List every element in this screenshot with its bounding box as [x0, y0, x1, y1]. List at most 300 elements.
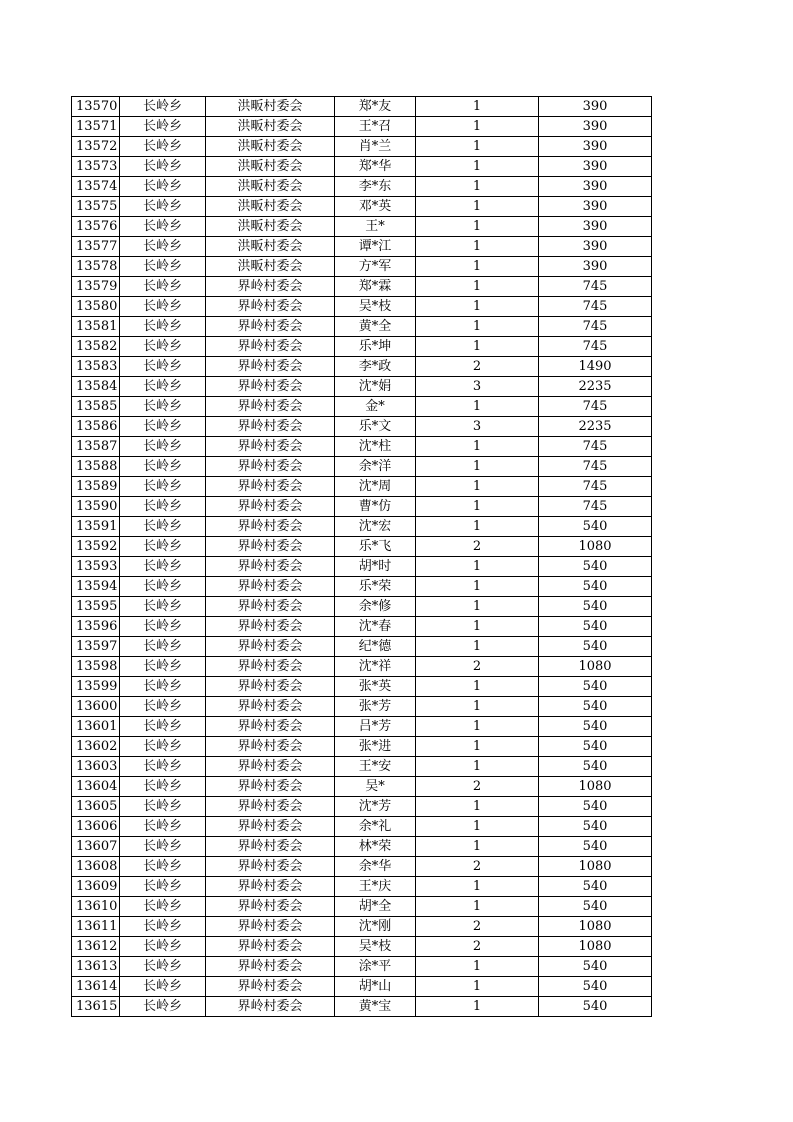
table-row — [72, 197, 652, 217]
village-committee-cell: 界岭村委会 — [206, 817, 335, 837]
name-cell: 方*军 — [335, 257, 416, 277]
table-row — [72, 937, 652, 957]
amount-cell: 745 — [539, 297, 652, 317]
table-row — [72, 877, 652, 897]
serial-number-cell: 13602 — [72, 737, 120, 757]
amount-cell: 540 — [539, 817, 652, 837]
township-cell: 长岭乡 — [120, 97, 206, 117]
serial-number-cell: 13614 — [72, 977, 120, 997]
amount-cell: 745 — [539, 397, 652, 417]
name-cell: 张*英 — [335, 677, 416, 697]
amount-cell: 540 — [539, 517, 652, 537]
serial-number-cell: 13596 — [72, 617, 120, 637]
name-cell: 张*进 — [335, 737, 416, 757]
amount-cell: 540 — [539, 577, 652, 597]
name-cell: 沈*柱 — [335, 437, 416, 457]
serial-number-cell: 13576 — [72, 217, 120, 237]
count-cell: 3 — [416, 377, 539, 397]
table-row — [72, 217, 652, 237]
amount-cell: 540 — [539, 797, 652, 817]
count-cell: 1 — [416, 137, 539, 157]
name-cell: 李*政 — [335, 357, 416, 377]
table-row — [72, 97, 652, 117]
amount-cell: 1080 — [539, 537, 652, 557]
amount-cell: 390 — [539, 97, 652, 117]
township-cell: 长岭乡 — [120, 357, 206, 377]
serial-number-cell: 13583 — [72, 357, 120, 377]
table-row — [72, 177, 652, 197]
name-cell: 金* — [335, 397, 416, 417]
village-committee-cell: 界岭村委会 — [206, 877, 335, 897]
name-cell: 郑*华 — [335, 157, 416, 177]
name-cell: 谭*江 — [335, 237, 416, 257]
table-row — [72, 577, 652, 597]
serial-number-cell: 13578 — [72, 257, 120, 277]
table-row — [72, 557, 652, 577]
count-cell: 1 — [416, 257, 539, 277]
name-cell: 胡*全 — [335, 897, 416, 917]
table-row — [72, 897, 652, 917]
village-committee-cell: 界岭村委会 — [206, 737, 335, 757]
count-cell: 1 — [416, 117, 539, 137]
township-cell: 长岭乡 — [120, 877, 206, 897]
amount-cell: 1080 — [539, 857, 652, 877]
amount-cell: 540 — [539, 677, 652, 697]
name-cell: 余*修 — [335, 597, 416, 617]
village-committee-cell: 界岭村委会 — [206, 917, 335, 937]
township-cell: 长岭乡 — [120, 297, 206, 317]
village-committee-cell: 界岭村委会 — [206, 677, 335, 697]
amount-cell: 745 — [539, 457, 652, 477]
amount-cell: 540 — [539, 637, 652, 657]
serial-number-cell: 13613 — [72, 957, 120, 977]
village-committee-cell: 界岭村委会 — [206, 657, 335, 677]
village-committee-cell: 界岭村委会 — [206, 637, 335, 657]
township-cell: 长岭乡 — [120, 157, 206, 177]
table-row — [72, 417, 652, 437]
name-cell: 王* — [335, 217, 416, 237]
township-cell: 长岭乡 — [120, 697, 206, 717]
table-row — [72, 337, 652, 357]
name-cell: 纪*德 — [335, 637, 416, 657]
township-cell: 长岭乡 — [120, 637, 206, 657]
count-cell: 1 — [416, 677, 539, 697]
serial-number-cell: 13570 — [72, 97, 120, 117]
serial-number-cell: 13586 — [72, 417, 120, 437]
village-committee-cell: 洪畈村委会 — [206, 197, 335, 217]
township-cell: 长岭乡 — [120, 437, 206, 457]
name-cell: 余*洋 — [335, 457, 416, 477]
data-table — [71, 96, 652, 1017]
amount-cell: 745 — [539, 437, 652, 457]
serial-number-cell: 13582 — [72, 337, 120, 357]
village-committee-cell: 洪畈村委会 — [206, 117, 335, 137]
amount-cell: 390 — [539, 157, 652, 177]
village-committee-cell: 界岭村委会 — [206, 897, 335, 917]
township-cell: 长岭乡 — [120, 797, 206, 817]
name-cell: 林*荣 — [335, 837, 416, 857]
amount-cell: 2235 — [539, 377, 652, 397]
table-row — [72, 697, 652, 717]
village-committee-cell: 界岭村委会 — [206, 457, 335, 477]
amount-cell: 390 — [539, 217, 652, 237]
count-cell: 1 — [416, 837, 539, 857]
amount-cell: 745 — [539, 317, 652, 337]
township-cell: 长岭乡 — [120, 777, 206, 797]
table-row — [72, 397, 652, 417]
serial-number-cell: 13600 — [72, 697, 120, 717]
serial-number-cell: 13574 — [72, 177, 120, 197]
name-cell: 沈*祥 — [335, 657, 416, 677]
village-committee-cell: 洪畈村委会 — [206, 157, 335, 177]
name-cell: 黄*全 — [335, 317, 416, 337]
village-committee-cell: 界岭村委会 — [206, 617, 335, 637]
township-cell: 长岭乡 — [120, 577, 206, 597]
table-row — [72, 777, 652, 797]
table-row — [72, 437, 652, 457]
township-cell: 长岭乡 — [120, 197, 206, 217]
count-cell: 1 — [416, 737, 539, 757]
village-committee-cell: 界岭村委会 — [206, 597, 335, 617]
village-committee-cell: 界岭村委会 — [206, 757, 335, 777]
township-cell: 长岭乡 — [120, 817, 206, 837]
serial-number-cell: 13577 — [72, 237, 120, 257]
serial-number-cell: 13573 — [72, 157, 120, 177]
township-cell: 长岭乡 — [120, 957, 206, 977]
serial-number-cell: 13604 — [72, 777, 120, 797]
township-cell: 长岭乡 — [120, 257, 206, 277]
amount-cell: 1080 — [539, 937, 652, 957]
village-committee-cell: 界岭村委会 — [206, 357, 335, 377]
serial-number-cell: 13584 — [72, 377, 120, 397]
village-committee-cell: 界岭村委会 — [206, 517, 335, 537]
count-cell: 1 — [416, 97, 539, 117]
count-cell: 1 — [416, 637, 539, 657]
amount-cell: 745 — [539, 277, 652, 297]
count-cell: 1 — [416, 957, 539, 977]
serial-number-cell: 13608 — [72, 857, 120, 877]
village-committee-cell: 洪畈村委会 — [206, 177, 335, 197]
serial-number-cell: 13601 — [72, 717, 120, 737]
table-row — [72, 597, 652, 617]
township-cell: 长岭乡 — [120, 857, 206, 877]
name-cell: 郑*霖 — [335, 277, 416, 297]
amount-cell: 745 — [539, 497, 652, 517]
count-cell: 2 — [416, 357, 539, 377]
name-cell: 沈*周 — [335, 477, 416, 497]
count-cell: 1 — [416, 697, 539, 717]
township-cell: 长岭乡 — [120, 537, 206, 557]
name-cell: 余*华 — [335, 857, 416, 877]
township-cell: 长岭乡 — [120, 397, 206, 417]
count-cell: 1 — [416, 397, 539, 417]
table-row — [72, 497, 652, 517]
amount-cell: 390 — [539, 237, 652, 257]
name-cell: 涂*平 — [335, 957, 416, 977]
table-row — [72, 817, 652, 837]
township-cell: 长岭乡 — [120, 417, 206, 437]
township-cell: 长岭乡 — [120, 937, 206, 957]
name-cell: 曹*仿 — [335, 497, 416, 517]
township-cell: 长岭乡 — [120, 117, 206, 137]
count-cell: 1 — [416, 197, 539, 217]
table-row — [72, 457, 652, 477]
name-cell: 沈*芳 — [335, 797, 416, 817]
township-cell: 长岭乡 — [120, 557, 206, 577]
serial-number-cell: 13580 — [72, 297, 120, 317]
township-cell: 长岭乡 — [120, 497, 206, 517]
village-committee-cell: 界岭村委会 — [206, 997, 335, 1017]
village-committee-cell: 界岭村委会 — [206, 797, 335, 817]
count-cell: 1 — [416, 277, 539, 297]
serial-number-cell: 13609 — [72, 877, 120, 897]
village-committee-cell: 洪畈村委会 — [206, 217, 335, 237]
township-cell: 长岭乡 — [120, 237, 206, 257]
amount-cell: 540 — [539, 757, 652, 777]
township-cell: 长岭乡 — [120, 677, 206, 697]
count-cell: 1 — [416, 817, 539, 837]
count-cell: 1 — [416, 557, 539, 577]
amount-cell: 540 — [539, 997, 652, 1017]
village-committee-cell: 界岭村委会 — [206, 437, 335, 457]
name-cell: 沈*娟 — [335, 377, 416, 397]
township-cell: 长岭乡 — [120, 837, 206, 857]
serial-number-cell: 13591 — [72, 517, 120, 537]
serial-number-cell: 13587 — [72, 437, 120, 457]
village-committee-cell: 界岭村委会 — [206, 537, 335, 557]
table-row — [72, 297, 652, 317]
name-cell: 王*召 — [335, 117, 416, 137]
count-cell: 1 — [416, 797, 539, 817]
count-cell: 1 — [416, 617, 539, 637]
table-row — [72, 657, 652, 677]
village-committee-cell: 界岭村委会 — [206, 557, 335, 577]
township-cell: 长岭乡 — [120, 137, 206, 157]
village-committee-cell: 界岭村委会 — [206, 497, 335, 517]
amount-cell: 540 — [539, 557, 652, 577]
serial-number-cell: 13571 — [72, 117, 120, 137]
village-committee-cell: 界岭村委会 — [206, 317, 335, 337]
count-cell: 1 — [416, 597, 539, 617]
amount-cell: 390 — [539, 257, 652, 277]
count-cell: 1 — [416, 757, 539, 777]
count-cell: 2 — [416, 917, 539, 937]
count-cell: 1 — [416, 177, 539, 197]
serial-number-cell: 13612 — [72, 937, 120, 957]
serial-number-cell: 13575 — [72, 197, 120, 217]
name-cell: 乐*飞 — [335, 537, 416, 557]
amount-cell: 2235 — [539, 417, 652, 437]
table-row — [72, 977, 652, 997]
table-row — [72, 537, 652, 557]
village-committee-cell: 界岭村委会 — [206, 977, 335, 997]
amount-cell: 540 — [539, 737, 652, 757]
serial-number-cell: 13597 — [72, 637, 120, 657]
serial-number-cell: 13593 — [72, 557, 120, 577]
name-cell: 吴* — [335, 777, 416, 797]
count-cell: 2 — [416, 777, 539, 797]
count-cell: 1 — [416, 877, 539, 897]
amount-cell: 540 — [539, 897, 652, 917]
village-committee-cell: 界岭村委会 — [206, 937, 335, 957]
serial-number-cell: 13607 — [72, 837, 120, 857]
table-row — [72, 617, 652, 637]
township-cell: 长岭乡 — [120, 757, 206, 777]
amount-cell: 390 — [539, 137, 652, 157]
township-cell: 长岭乡 — [120, 477, 206, 497]
township-cell: 长岭乡 — [120, 277, 206, 297]
amount-cell: 540 — [539, 617, 652, 637]
serial-number-cell: 13572 — [72, 137, 120, 157]
table-row — [72, 797, 652, 817]
count-cell: 1 — [416, 297, 539, 317]
township-cell: 长岭乡 — [120, 657, 206, 677]
serial-number-cell: 13599 — [72, 677, 120, 697]
table-row — [72, 677, 652, 697]
table-body — [72, 97, 652, 1017]
name-cell: 王*庆 — [335, 877, 416, 897]
village-committee-cell: 界岭村委会 — [206, 717, 335, 737]
township-cell: 长岭乡 — [120, 517, 206, 537]
serial-number-cell: 13598 — [72, 657, 120, 677]
count-cell: 1 — [416, 977, 539, 997]
village-committee-cell: 界岭村委会 — [206, 297, 335, 317]
name-cell: 吕*芳 — [335, 717, 416, 737]
serial-number-cell: 13615 — [72, 997, 120, 1017]
serial-number-cell: 13595 — [72, 597, 120, 617]
serial-number-cell: 13605 — [72, 797, 120, 817]
amount-cell: 540 — [539, 597, 652, 617]
count-cell: 1 — [416, 457, 539, 477]
township-cell: 长岭乡 — [120, 597, 206, 617]
table-row — [72, 277, 652, 297]
serial-number-cell: 13581 — [72, 317, 120, 337]
count-cell: 2 — [416, 657, 539, 677]
table-row — [72, 737, 652, 757]
count-cell: 1 — [416, 897, 539, 917]
count-cell: 1 — [416, 157, 539, 177]
count-cell: 1 — [416, 477, 539, 497]
amount-cell: 390 — [539, 197, 652, 217]
village-committee-cell: 洪畈村委会 — [206, 257, 335, 277]
amount-cell: 1080 — [539, 657, 652, 677]
table-row — [72, 117, 652, 137]
village-committee-cell: 界岭村委会 — [206, 477, 335, 497]
count-cell: 1 — [416, 317, 539, 337]
name-cell: 李*东 — [335, 177, 416, 197]
serial-number-cell: 13579 — [72, 277, 120, 297]
serial-number-cell: 13610 — [72, 897, 120, 917]
name-cell: 乐*坤 — [335, 337, 416, 357]
name-cell: 沈*刚 — [335, 917, 416, 937]
serial-number-cell: 13585 — [72, 397, 120, 417]
table-row — [72, 137, 652, 157]
amount-cell: 540 — [539, 977, 652, 997]
serial-number-cell: 13611 — [72, 917, 120, 937]
table-row — [72, 917, 652, 937]
amount-cell: 390 — [539, 177, 652, 197]
township-cell: 长岭乡 — [120, 317, 206, 337]
village-committee-cell: 界岭村委会 — [206, 277, 335, 297]
name-cell: 郑*友 — [335, 97, 416, 117]
table-row — [72, 157, 652, 177]
serial-number-cell: 13590 — [72, 497, 120, 517]
village-committee-cell: 界岭村委会 — [206, 857, 335, 877]
count-cell: 2 — [416, 857, 539, 877]
name-cell: 乐*文 — [335, 417, 416, 437]
table-row — [72, 477, 652, 497]
village-committee-cell: 界岭村委会 — [206, 377, 335, 397]
township-cell: 长岭乡 — [120, 177, 206, 197]
table-row — [72, 357, 652, 377]
name-cell: 沈*春 — [335, 617, 416, 637]
township-cell: 长岭乡 — [120, 737, 206, 757]
name-cell: 王*安 — [335, 757, 416, 777]
amount-cell: 390 — [539, 117, 652, 137]
township-cell: 长岭乡 — [120, 337, 206, 357]
village-committee-cell: 界岭村委会 — [206, 957, 335, 977]
serial-number-cell: 13592 — [72, 537, 120, 557]
township-cell: 长岭乡 — [120, 377, 206, 397]
count-cell: 1 — [416, 717, 539, 737]
count-cell: 1 — [416, 217, 539, 237]
name-cell: 沈*宏 — [335, 517, 416, 537]
name-cell: 黄*宝 — [335, 997, 416, 1017]
name-cell: 余*礼 — [335, 817, 416, 837]
table-row — [72, 757, 652, 777]
count-cell: 2 — [416, 937, 539, 957]
name-cell: 肖*兰 — [335, 137, 416, 157]
village-committee-cell: 界岭村委会 — [206, 837, 335, 857]
table-row — [72, 317, 652, 337]
name-cell: 吴*枝 — [335, 297, 416, 317]
township-cell: 长岭乡 — [120, 617, 206, 637]
count-cell: 1 — [416, 337, 539, 357]
serial-number-cell: 13588 — [72, 457, 120, 477]
table-row — [72, 517, 652, 537]
amount-cell: 745 — [539, 477, 652, 497]
name-cell: 乐*荣 — [335, 577, 416, 597]
count-cell: 2 — [416, 537, 539, 557]
count-cell: 1 — [416, 237, 539, 257]
amount-cell: 540 — [539, 957, 652, 977]
village-committee-cell: 界岭村委会 — [206, 417, 335, 437]
count-cell: 1 — [416, 517, 539, 537]
township-cell: 长岭乡 — [120, 717, 206, 737]
township-cell: 长岭乡 — [120, 977, 206, 997]
serial-number-cell: 13589 — [72, 477, 120, 497]
table-row — [72, 837, 652, 857]
township-cell: 长岭乡 — [120, 997, 206, 1017]
village-committee-cell: 洪畈村委会 — [206, 97, 335, 117]
count-cell: 3 — [416, 417, 539, 437]
amount-cell: 540 — [539, 877, 652, 897]
table-row — [72, 237, 652, 257]
amount-cell: 1080 — [539, 917, 652, 937]
table-row — [72, 957, 652, 977]
count-cell: 1 — [416, 497, 539, 517]
table-row — [72, 997, 652, 1017]
village-committee-cell: 界岭村委会 — [206, 777, 335, 797]
table-row — [72, 637, 652, 657]
township-cell: 长岭乡 — [120, 897, 206, 917]
name-cell: 张*芳 — [335, 697, 416, 717]
name-cell: 胡*山 — [335, 977, 416, 997]
amount-cell: 745 — [539, 337, 652, 357]
count-cell: 1 — [416, 577, 539, 597]
name-cell: 吴*枝 — [335, 937, 416, 957]
village-committee-cell: 界岭村委会 — [206, 397, 335, 417]
